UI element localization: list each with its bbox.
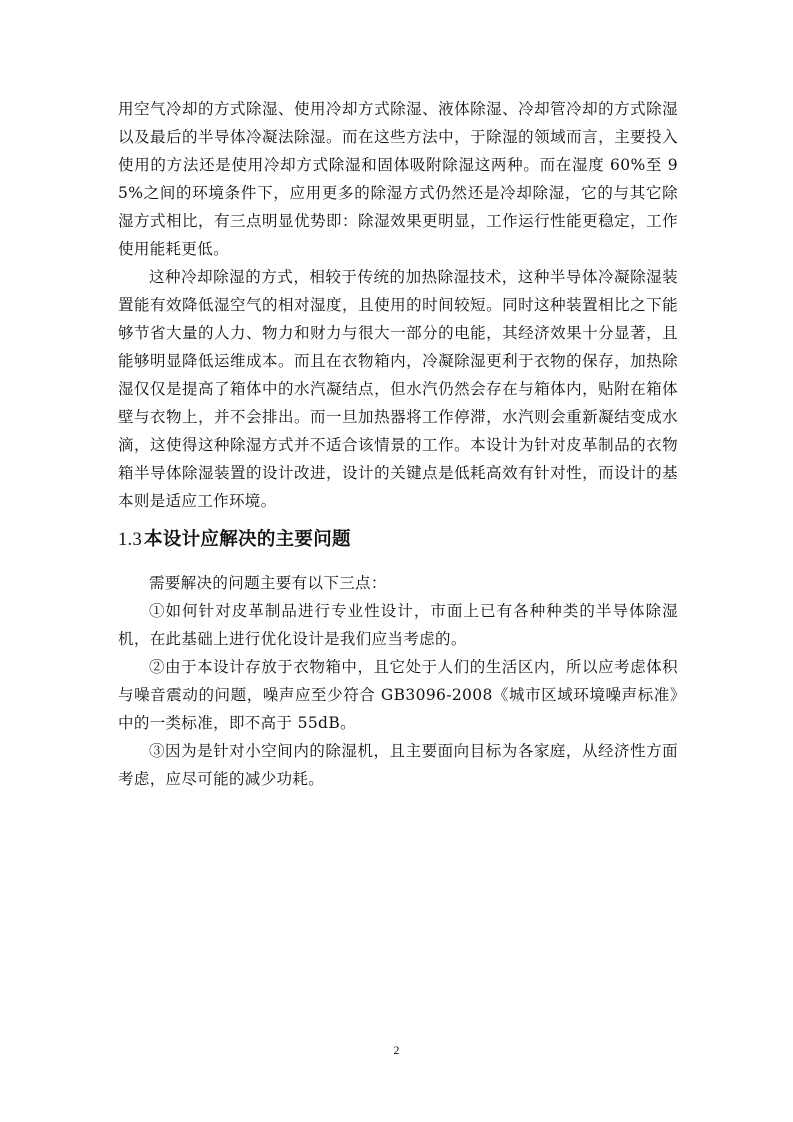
paragraph-dehumidification-methods: 用空气冷却的方式除湿、使用冷却方式除湿、液体除湿、冷却管冷却的方式除湿以及最后的半导体冷凝法除湿。而在这些方法中，于除湿的领域而言，主要投入使用的方法还是使用冷却方式除湿和固体吸附除湿这两种。而在湿度 60%至 95%之间的环境条件下，应用更多的除湿方式仍然还是冷却除湿，它的与其它除湿方式相比，有三点明显优势即：除湿效果更明显，工作运行性能更稳定，工作使用能耗更低。 [118,100,678,258]
issues-intro: 需要解决的问题主要有以下三点： [149,574,387,592]
section-heading [118,525,678,555]
issue-item-1: ①如何针对皮革制品进行专业性设计，市面上已有各种种类的半导体除湿机，在此基础上进行优化设计是我们应当考虑的。 [118,602,678,648]
section-title: 本设计应解决的主要问题 [144,529,351,550]
issue-item-3: ③因为是针对小空间内的除湿机，且主要面向目标为各家庭，从经济性方面考虑，应尽可能的减少功耗。 [118,742,678,788]
issue-item-2: ②由于本设计存放于衣物箱中，且它处于人们的生活区内，所以应考虑体积与噪音震动的问题，噪声应至少符合 GB3096-2008《城市区域环境噪声标准》中的一类标准，即不高于 55dB。 [118,658,678,732]
page-number: 2 [393,1043,400,1057]
paragraph-cooling-dehumidification: 这种冷却除湿的方式，相较于传统的加热除湿技术，这种半导体冷凝除湿装置能有效降低湿空气的相对湿度，且使用的时间较短。同时这种装置相比之下能够节省大量的人力、物力和财力与很大一部分的电能，其经济效果十分显著，且能够明显降低运维成本。而且在衣物箱内，冷凝除湿更利于衣物的保存，加热除湿仅仅是提高了箱体中的水汽凝结点，但水汽仍然会存在与箱体内，贴附在箱体壁与衣物上，并不会排出。而一旦加热器将工作停滞，水汽则会重新凝结变成水滴，这使得这种除湿方式并不适合该情景的工作。本设计为针对皮革制品的衣物箱半导体除湿装置的设计改进，设计的关键点是低耗高效有针对性，而设计的基本则是适应工作环境。 [118,268,678,510]
section-number: 1.3 [118,530,143,550]
page-content [118,95,678,793]
